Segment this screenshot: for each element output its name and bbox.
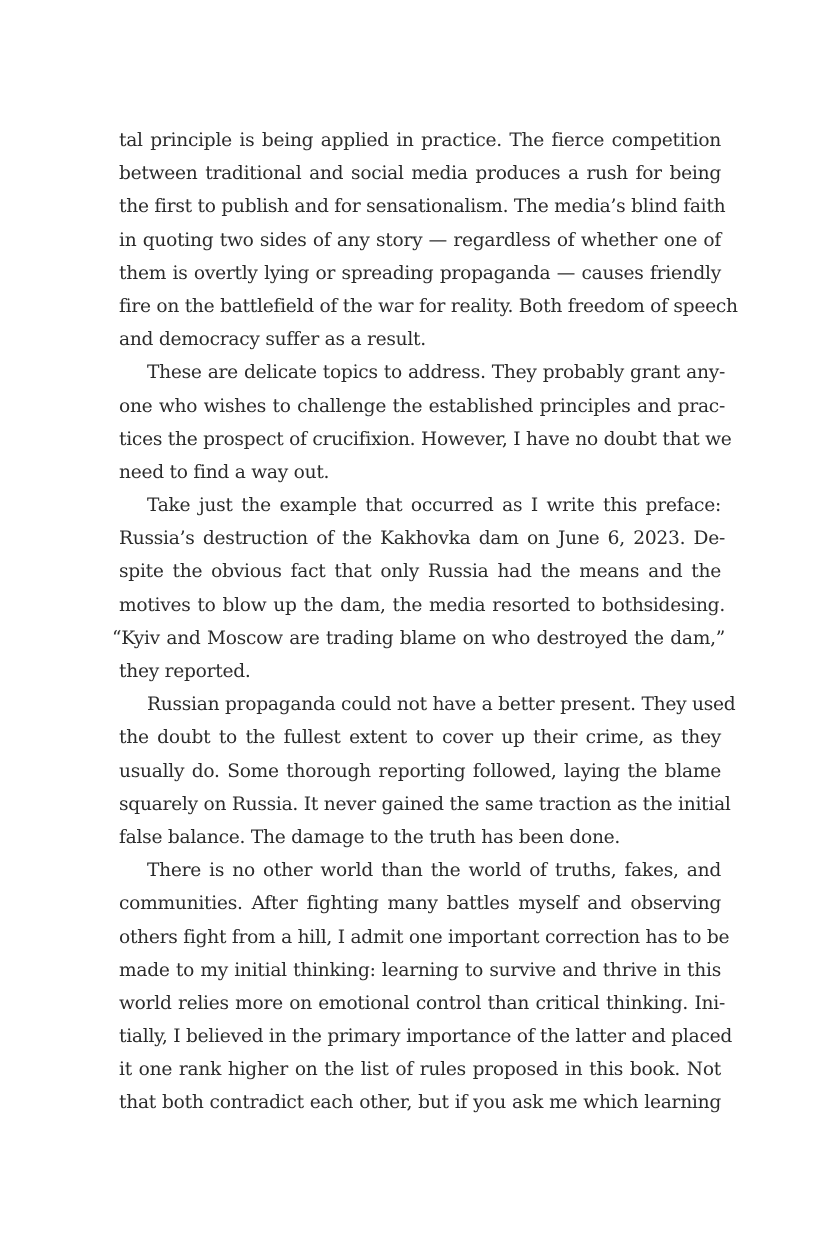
text-line: and democracy suffer as a result.: [119, 329, 426, 351]
text-line: Russian propaganda could not have a better present. They used: [147, 694, 736, 716]
text-line: Russia’s destruction of the Kakhovka dam on June 6, 2023. De-: [119, 528, 725, 550]
text-line: false balance. The damage to the truth has been done.: [119, 826, 621, 848]
paragraph: [119, 124, 738, 356]
paragraph: [119, 356, 732, 489]
text-line: one who wishes to challenge the established principles and prac-: [119, 395, 725, 417]
text-line: fire on the battlefield of the war for reality. Both freedom of speech: [119, 295, 738, 317]
text-line: others fight from a hill, I admit one important correction has to be: [119, 926, 730, 948]
paragraph: [119, 688, 736, 854]
text-line: them is overtly lying or spreading propaganda — causes friendly: [119, 262, 721, 284]
text-line: communities. After fighting many battles myself and observing: [119, 893, 721, 915]
text-line: in quoting two sides of any story — regardless of whether one of: [119, 229, 721, 251]
text-line: that both contradict each other, but if you ask me which learning: [119, 1092, 721, 1114]
text-line: spite the obvious fact that only Russia had the means and the: [119, 561, 721, 583]
text-line: the doubt to the fullest extent to cover up their crime, as they: [119, 727, 721, 749]
text-line: usually do. Some thorough reporting followed, laying the blame: [119, 760, 721, 782]
text-line: between traditional and social media produces a rush for being: [119, 163, 721, 185]
text-line: tal principle is being applied in practice. The fierce competition: [119, 130, 721, 151]
text-line: There is no other world than the world of truths, fakes, and: [147, 860, 721, 882]
text-line: need to find a way out.: [119, 461, 330, 483]
text-line: These are delicate topics to address. They probably grant any-: [147, 362, 725, 384]
text-line: “Kyiv and Moscow are trading blame on who destroyed the dam,”: [112, 627, 725, 649]
text-line: motives to blow up the dam, the media resorted to bothsidesing.: [119, 594, 725, 616]
text-line: Take just the example that occurred as I write this preface:: [147, 495, 721, 517]
text-line: the first to publish and for sensationalism. The media’s blind faith: [119, 196, 726, 218]
text-line: tially, I believed in the primary importance of the latter and placed: [119, 1026, 733, 1048]
paragraph: [119, 854, 733, 1120]
text-line: squarely on Russia. It never gained the same traction as the initial: [119, 793, 731, 815]
text-line: they reported.: [119, 661, 251, 682]
text-line: world relies more on emotional control than critical thinking. Ini-: [119, 992, 725, 1014]
text-line: made to my initial thinking: learning to survive and thrive in this: [119, 959, 721, 981]
body-text: [112, 124, 738, 1120]
paragraph: [112, 489, 725, 688]
text-line: tices the prospect of crucifixion. However, I have no doubt that we: [119, 428, 732, 450]
text-line: it one rank higher on the list of rules proposed in this book. Not: [119, 1059, 721, 1081]
